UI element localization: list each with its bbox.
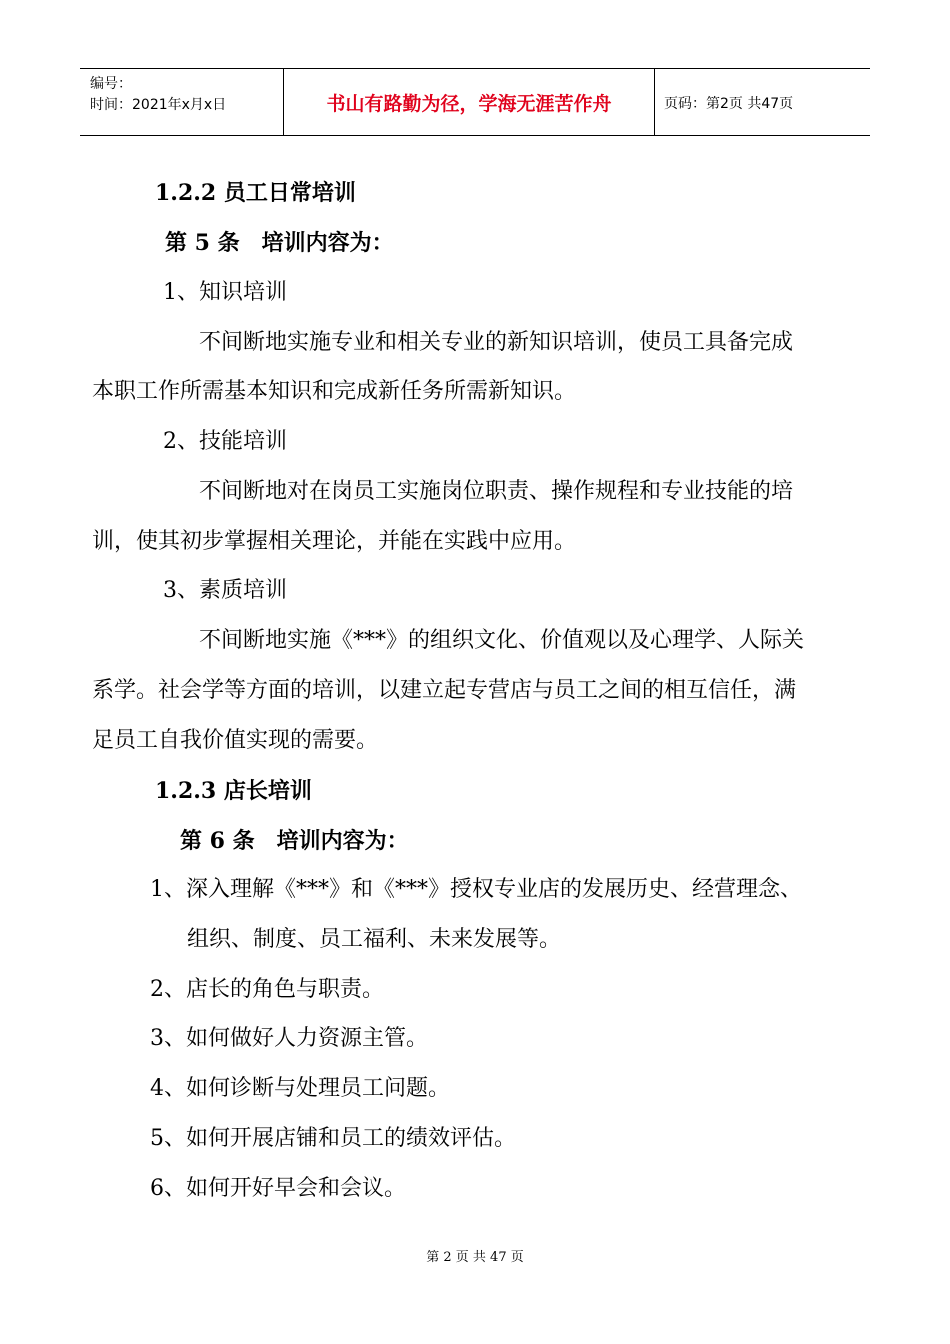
section-heading-1-2-2: 1.2.2 员工日常培训 bbox=[155, 180, 356, 206]
header-page-info: 页码：第2页 共47页 bbox=[664, 95, 794, 112]
list-item: 2、店长的角色与职责。 bbox=[150, 977, 384, 1002]
list-item: 1、深入理解《***》和《***》授权专业店的发展历史、经营理念、 bbox=[150, 877, 802, 902]
item-3-paragraph-line-1: 不间断地实施《***》的组织文化、价值观以及心理学、人际关 bbox=[199, 628, 805, 653]
header-motto: 书山有路勤为径，学海无涯苦作舟 bbox=[326, 93, 612, 115]
item-2-paragraph-line-1: 不间断地对在岗员工实施岗位职责、操作规程和专业技能的培 bbox=[199, 479, 794, 504]
item-3-paragraph-line-2: 系学。社会学等方面的培训，以建立起专营店与员工之间的相互信任，满 bbox=[92, 678, 797, 703]
section-heading-1-2-3: 1.2.3 店长培训 bbox=[155, 778, 312, 804]
list-item-continuation: 组织、制度、员工福利、未来发展等。 bbox=[187, 927, 562, 952]
page-header bbox=[80, 68, 870, 136]
item-2-title: 2、技能培训 bbox=[163, 429, 287, 454]
header-number-label: 编号： bbox=[90, 76, 132, 92]
page-footer: 第 2 页 共 47 页 bbox=[426, 1250, 524, 1265]
list-item: 6、如何开好早会和会议。 bbox=[150, 1176, 406, 1201]
article-6-title: 第 6 条 培训内容为： bbox=[180, 828, 409, 854]
list-item: 5、如何开展店铺和员工的绩效评估。 bbox=[150, 1126, 516, 1151]
list-item: 4、如何诊断与处理员工问题。 bbox=[150, 1076, 450, 1101]
article-5-title: 第 5 条 培训内容为： bbox=[165, 230, 394, 256]
list-item: 3、如何做好人力资源主管。 bbox=[150, 1026, 428, 1051]
item-1-title: 1、知识培训 bbox=[163, 280, 287, 305]
header-meta bbox=[90, 74, 226, 116]
item-3-paragraph-line-3: 足员工自我价值实现的需要。 bbox=[92, 728, 379, 753]
item-1-paragraph-line-1: 不间断地实施专业和相关专业的新知识培训，使员工具备完成 bbox=[199, 330, 794, 355]
item-2-paragraph-line-2: 训，使其初步掌握相关理论，并能在实践中应用。 bbox=[92, 529, 577, 554]
header-time-label: 时间：2021年x月x日 bbox=[90, 97, 227, 113]
item-1-paragraph-line-2: 本职工作所需基本知识和完成新任务所需新知识。 bbox=[92, 379, 577, 404]
item-3-title: 3、素质培训 bbox=[163, 578, 287, 603]
